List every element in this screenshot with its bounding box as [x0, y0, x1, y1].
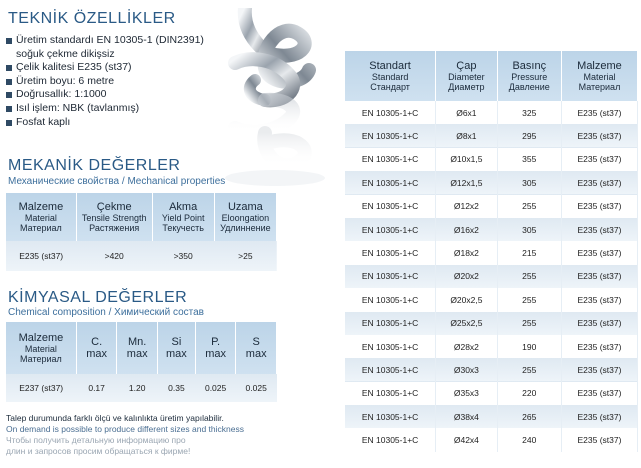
- table-cell: Ø20x2,5: [436, 288, 497, 311]
- table-cell: EN 10305-1+C: [345, 405, 436, 428]
- table-row: [345, 382, 638, 405]
- table-cell: E235 (st37): [561, 312, 637, 335]
- table-cell: Ø30x3: [436, 358, 497, 381]
- column-header-line: Eloongation: [221, 213, 270, 223]
- table-cell: E237 (st37): [19, 383, 64, 393]
- column-header-line: Çap: [456, 60, 477, 72]
- table-cell: 265: [497, 405, 561, 428]
- note-ru-1: Чтобы получить детальную информацию про: [6, 435, 186, 445]
- table-cell: 295: [497, 124, 561, 147]
- table-cell: Ø12x1,5: [436, 171, 497, 194]
- spec-bullet: [6, 34, 206, 48]
- table-cell: E235 (st37): [561, 218, 637, 241]
- column-header-line: Material: [583, 72, 616, 82]
- table-cell: E235 (st37): [561, 405, 637, 428]
- table-cell: EN 10305-1+C: [345, 124, 436, 147]
- table-cell: EN 10305-1+C: [345, 382, 436, 405]
- table-cell: EN 10305-1+C: [345, 312, 436, 335]
- square-bullet-icon: [6, 38, 12, 44]
- table-cell: Ø38x4: [436, 405, 497, 428]
- table-cell: E235 (st37): [561, 171, 637, 194]
- table-cell: >350: [173, 251, 193, 261]
- column-header: [152, 193, 214, 241]
- table-row: [345, 171, 638, 194]
- column-header-line: Материал: [20, 223, 62, 233]
- table-cell: E235 (st37): [561, 124, 637, 147]
- spec-bullet: [6, 116, 206, 130]
- table-row: [345, 124, 638, 147]
- mechanical-values-title: MEKANİK DEĞERLER: [8, 157, 181, 174]
- table-cell: Ø35x3: [436, 382, 497, 405]
- mechanical-values-subtitle: Механические свойства / Mechanical properties: [8, 176, 226, 187]
- column-header: [497, 51, 561, 101]
- spec-bullet: [6, 102, 206, 116]
- column-header: [345, 51, 436, 101]
- column-header-line: Диаметр: [448, 82, 485, 92]
- column-header-line: Tensile Strength: [81, 213, 147, 223]
- knotted-tube-image: [205, 8, 335, 193]
- column-header: [117, 322, 158, 374]
- note-tr: Talep durumunda farklı ölçü ve kalınlıkta üretim yapılabilir.: [6, 413, 224, 423]
- table-cell: EN 10305-1+C: [345, 148, 436, 171]
- column-header-line: Si: [171, 336, 182, 348]
- spec-bullet-text: Fosfat kaplı: [16, 115, 71, 128]
- table-row: [345, 195, 638, 218]
- table-cell: E235 (st37): [19, 251, 64, 261]
- table-cell: 255: [497, 195, 561, 218]
- technical-specs-title: TEKNİK ÖZELLİKLER: [8, 10, 176, 27]
- table-cell: 305: [497, 218, 561, 241]
- table-cell: EN 10305-1+C: [345, 171, 436, 194]
- column-header-line: Malzeme: [18, 201, 64, 213]
- table-cell: 220: [497, 382, 561, 405]
- table-cell: Ø16x2: [436, 218, 497, 241]
- table-row: [345, 335, 638, 358]
- table-cell: EN 10305-1+C: [345, 218, 436, 241]
- column-header-line: Material: [24, 344, 57, 354]
- note-en: On demand is possible to produce different sizes and thickness: [6, 424, 244, 434]
- table-cell: 0.025: [245, 383, 267, 393]
- column-header: [6, 193, 76, 241]
- table-cell: E235 (st37): [561, 195, 637, 218]
- square-bullet-icon: [6, 79, 12, 85]
- square-bullet-icon: [6, 106, 12, 112]
- table-cell: 0.35: [168, 383, 185, 393]
- table-cell: E235 (st37): [561, 265, 637, 288]
- column-header-line: max: [245, 348, 267, 360]
- column-header-line: Материал: [20, 354, 62, 364]
- column-header-line: Стандарт: [370, 82, 410, 92]
- square-bullet-icon: [6, 92, 12, 98]
- column-header-line: C.: [91, 336, 103, 348]
- table-cell: EN 10305-1+C: [345, 101, 436, 124]
- table-cell: E235 (st37): [561, 358, 637, 381]
- table-cell: Ø12x2: [436, 195, 497, 218]
- table-row: [345, 101, 638, 124]
- table-cell: Ø42x4: [436, 428, 497, 451]
- table-cell: 190: [497, 335, 561, 358]
- table-cell: 0.025: [204, 383, 227, 393]
- table-row: [345, 288, 638, 311]
- table-cell: >420: [104, 251, 124, 261]
- table-cell: E235 (st37): [561, 148, 637, 171]
- table-cell: 255: [497, 288, 561, 311]
- spec-bullet: [6, 75, 206, 89]
- square-bullet-icon: [6, 120, 12, 126]
- column-header-line: max: [126, 348, 148, 360]
- spec-bullet-text: Doğrusallık: 1:1000: [16, 88, 107, 101]
- column-header-line: Standart: [369, 60, 411, 72]
- spec-bullet: [6, 88, 206, 102]
- pipe-sizes-table: [345, 51, 638, 452]
- column-header-line: max: [205, 348, 226, 360]
- column-header-line: Standard: [371, 72, 409, 82]
- table-row: [345, 265, 638, 288]
- table-cell: E235 (st37): [561, 428, 637, 451]
- column-header-line: Malzeme: [18, 332, 64, 344]
- chemical-values-title: KİMYASAL DEĞERLER: [8, 289, 188, 306]
- column-header: [157, 322, 195, 374]
- technical-specs-list: [6, 34, 206, 129]
- table-cell: 215: [497, 241, 561, 264]
- column-header-line: Uzama: [227, 201, 263, 213]
- table-row: [345, 405, 638, 428]
- table-row: [345, 148, 638, 171]
- table-cell: 355: [497, 148, 561, 171]
- table-cell: EN 10305-1+C: [345, 358, 436, 381]
- column-header-line: Malzeme: [577, 60, 622, 72]
- column-header-line: Mn.: [128, 336, 147, 348]
- column-header: [236, 322, 277, 374]
- note-ru-2: длин и запросов просим обращаться к фирме!: [6, 446, 191, 456]
- spec-bullet-text: Üretim boyu: 6 metre: [16, 74, 115, 87]
- table-cell: Ø28x2: [436, 335, 497, 358]
- table-cell: Ø25x2,5: [436, 312, 497, 335]
- table-cell: Ø18x2: [436, 241, 497, 264]
- table-cell: EN 10305-1+C: [345, 265, 436, 288]
- table-cell: 305: [497, 171, 561, 194]
- column-header-line: Материал: [578, 82, 621, 92]
- table-cell: EN 10305-1+C: [345, 241, 436, 264]
- table-cell: E235 (st37): [561, 101, 637, 124]
- column-header-line: P.: [211, 336, 221, 348]
- table-row: [345, 218, 638, 241]
- column-header-line: Pressure: [511, 72, 548, 82]
- table-cell: EN 10305-1+C: [345, 428, 436, 451]
- column-header: [214, 193, 276, 241]
- column-header: [76, 193, 152, 241]
- column-header-line: Удлиннение: [220, 223, 271, 233]
- table-row: [345, 358, 638, 381]
- spec-bullet-text: Çelik kalitesi E235 (st37): [16, 61, 132, 74]
- column-header-line: Akma: [169, 201, 198, 213]
- column-header: [561, 51, 637, 101]
- column-header-line: Material: [24, 213, 57, 223]
- spec-bullet: [6, 61, 206, 75]
- table-row: [345, 312, 638, 335]
- table-cell: EN 10305-1+C: [345, 335, 436, 358]
- column-header-line: S: [252, 336, 260, 348]
- table-cell: Ø8x1: [436, 124, 497, 147]
- table-cell: Ø10x1,5: [436, 148, 497, 171]
- column-header-line: Текучесть: [162, 223, 204, 233]
- column-header: [436, 51, 497, 101]
- column-header-line: max: [86, 348, 108, 360]
- table-cell: 325: [497, 101, 561, 124]
- column-header-line: Растяжения: [89, 223, 140, 233]
- square-bullet-icon: [6, 65, 12, 71]
- table-cell: >25: [238, 251, 253, 261]
- spec-bullet-text: Üretim standardı EN 10305-1 (DIN2391): [16, 34, 204, 46]
- table-cell: EN 10305-1+C: [345, 288, 436, 311]
- column-header: [195, 322, 236, 374]
- chemical-values-subtitle: Chemical composition / Химический состав: [8, 307, 204, 318]
- table-cell: 255: [497, 265, 561, 288]
- table-cell: Ø20x2: [436, 265, 497, 288]
- table-cell: 240: [497, 428, 561, 451]
- table-cell: E235 (st37): [561, 335, 637, 358]
- table-cell: 1.20: [128, 383, 146, 393]
- column-header-line: Basınç: [512, 60, 547, 72]
- table-cell: EN 10305-1+C: [345, 195, 436, 218]
- table-cell: E235 (st37): [561, 288, 637, 311]
- column-header-line: Давление: [508, 82, 550, 92]
- spec-bullet-text: soğuk çekme dikişsiz: [16, 47, 115, 60]
- column-header-line: Yield Point: [161, 213, 205, 223]
- table-cell: E235 (st37): [561, 382, 637, 405]
- column-header: [76, 322, 117, 374]
- table-cell: E235 (st37): [561, 241, 637, 264]
- column-header-line: Diameter: [448, 72, 485, 82]
- table-cell: 255: [497, 358, 561, 381]
- mechanical-values-table: [6, 193, 277, 271]
- chemical-values-table: [6, 322, 277, 402]
- spec-bullet-text: Isıl işlem: NBK (tavlanmış): [16, 101, 140, 114]
- table-cell: 0.17: [88, 383, 105, 393]
- column-header-line: max: [166, 348, 187, 360]
- table-row: [345, 428, 638, 451]
- spec-bullet: [6, 48, 206, 62]
- table-cell: Ø6x1: [436, 101, 497, 124]
- column-header: [6, 322, 76, 374]
- table-row: [345, 241, 638, 264]
- table-cell: 255: [497, 312, 561, 335]
- column-header-line: Çekme: [96, 201, 132, 213]
